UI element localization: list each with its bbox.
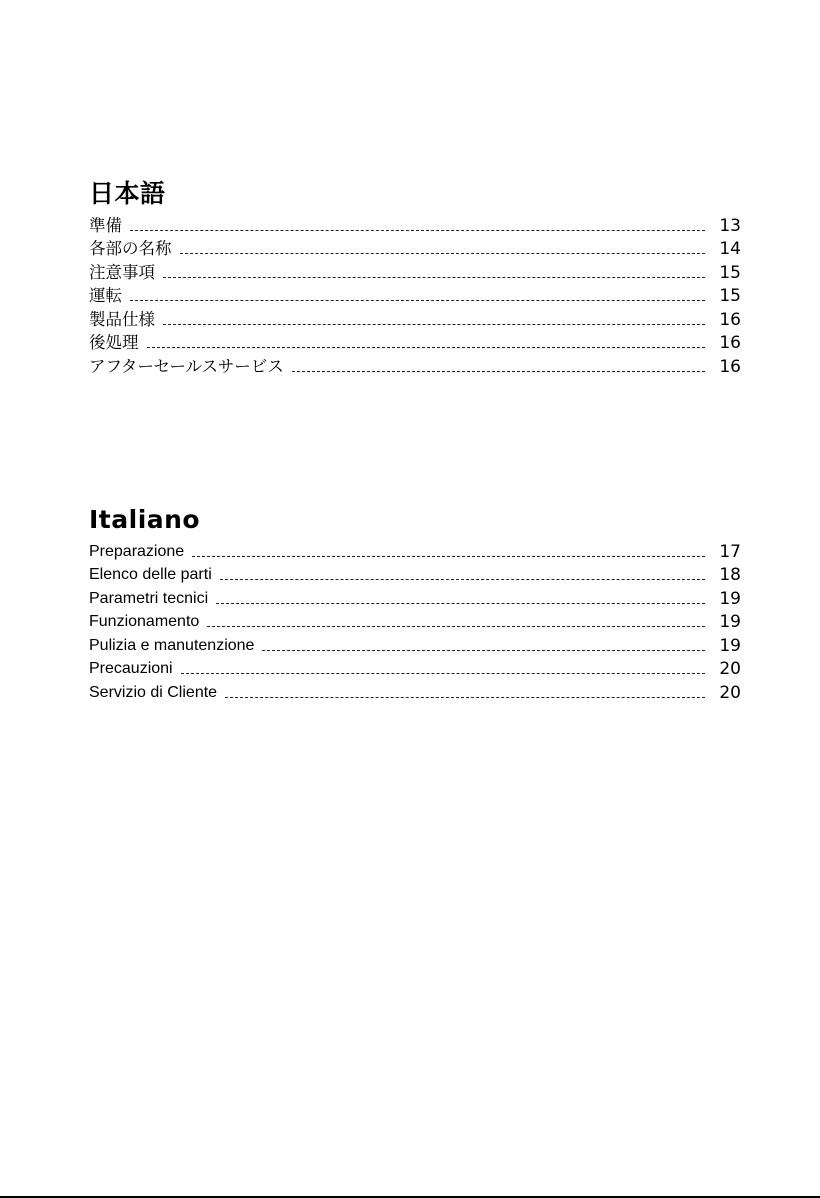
dotted-leader [192,556,705,557]
toc-entry [89,609,741,633]
dotted-leader [130,300,705,301]
toc-entry-page: 19 [719,612,741,632]
section-title: Italiano [89,505,201,534]
toc-entry-page: 17 [719,541,741,562]
toc-entry-label: Pulizia e manutenzione [89,636,255,654]
toc-entry-label: Elenco delle parti [89,566,212,583]
toc-entry-label: 各部の名称 [89,239,172,258]
dotted-leader [292,371,705,372]
toc-entry-label: 後処理 [89,333,139,352]
toc-list [89,212,741,377]
toc-section-japanese [89,178,741,377]
toc-entry-page: 16 [719,356,741,377]
dotted-leader [216,603,705,604]
toc-section-italian [89,504,741,703]
toc-entry-label: 運転 [89,286,122,305]
dotted-leader [181,673,705,674]
dotted-leader [163,324,705,325]
toc-entry-label: Parametri tecnici [89,589,209,607]
toc-entry [89,353,741,377]
toc-entry-label: 製品仕様 [89,309,155,329]
toc-entry [89,656,741,680]
toc-entry-label: Precauzioni [89,660,173,677]
toc-entry-label: アフターセールスサービス [89,356,284,376]
toc-entry-label: 注意事項 [89,262,155,282]
dotted-leader [207,626,705,627]
toc-entry [89,562,741,586]
toc-entry [89,538,741,562]
toc-entry-page: 15 [719,286,741,306]
toc-entry [89,236,741,260]
toc-entry [89,212,741,236]
toc-entry-label: Funzionamento [89,613,200,630]
toc-entry-label: 準備 [89,215,122,235]
toc-entry-label: Servizio di Cliente [89,683,218,701]
toc-entry [89,330,741,354]
dotted-leader [180,253,706,254]
dotted-leader [262,650,705,651]
section-title: 日本語 [89,179,166,208]
toc-entry-page: 18 [719,565,741,585]
toc-entry-page: 15 [719,262,741,283]
dotted-leader [163,277,705,278]
dotted-leader [130,230,705,231]
toc-entry-page: 20 [719,682,741,703]
dotted-leader [147,347,706,348]
toc-entry-page: 13 [719,215,741,236]
toc-entry [89,259,741,283]
toc-entry-page: 16 [719,333,741,353]
toc-list [89,538,741,703]
toc-entry-page: 14 [719,239,741,259]
toc-entry [89,306,741,330]
toc-entry-page: 19 [719,588,741,609]
toc-entry-page: 19 [719,635,741,656]
dotted-leader [220,579,705,580]
toc-entry [89,632,741,656]
toc-entry [89,283,741,307]
toc-entry-page: 16 [719,309,741,330]
dotted-leader [225,697,705,698]
toc-entry [89,679,741,703]
toc-entry-label: Preparazione [89,542,185,560]
toc-entry-page: 20 [719,659,741,679]
toc-entry [89,585,741,609]
